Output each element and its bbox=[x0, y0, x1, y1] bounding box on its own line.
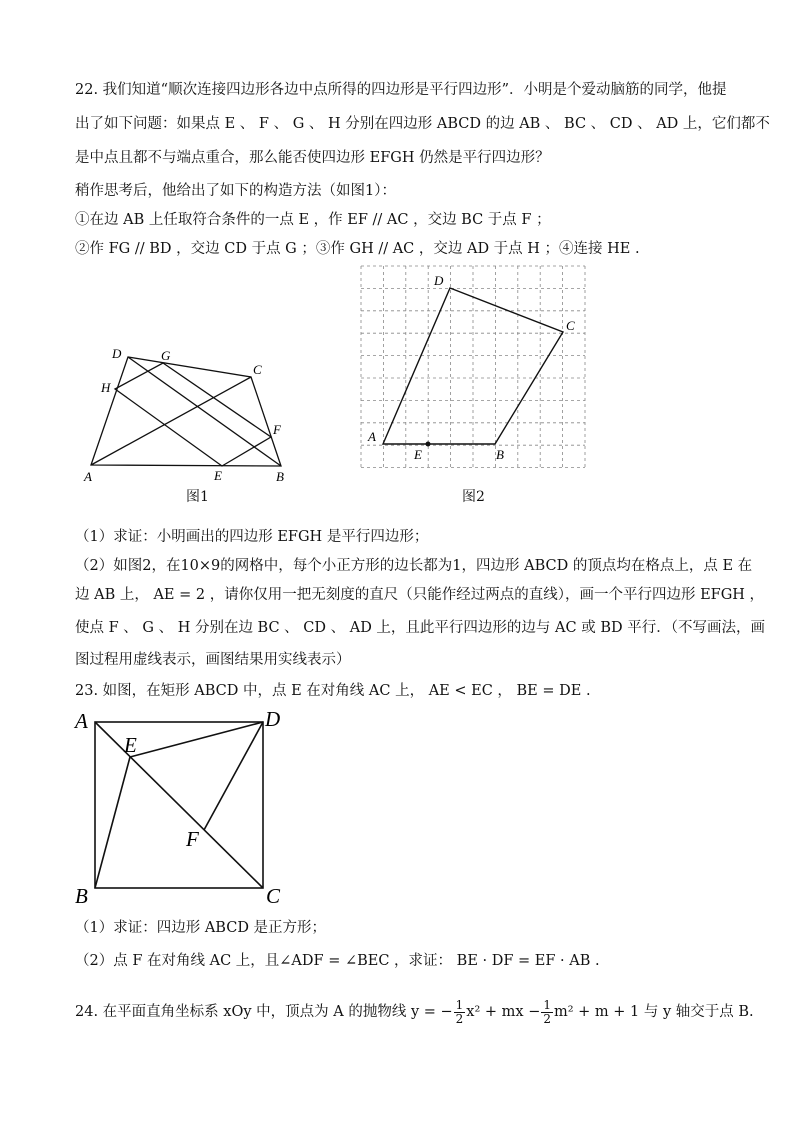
q23-line1: 23. 如图，在矩形 ABCD 中，点 E 在对角线 AC 上， AE < EC ， BE = DE . bbox=[75, 683, 591, 699]
fig2-label-a: A bbox=[368, 429, 376, 444]
fig1-label-b: B bbox=[276, 469, 284, 484]
fig1-label-d: D bbox=[112, 346, 122, 361]
fig2-caption: 图2 bbox=[462, 489, 485, 505]
fig1-label-g: G bbox=[161, 348, 171, 363]
fig1-diagonal-ac bbox=[91, 377, 251, 465]
fig1-caption: 图1 bbox=[186, 489, 209, 505]
fig1-label-f: F bbox=[273, 422, 281, 437]
q22-line3: 是中点且都不与端点重合，那么能否使四边形 EFGH 仍然是平行四边形？ bbox=[75, 150, 550, 166]
q22-line6: ②作 FG // BD ，交边 CD 于点 G ；③作 GH // AC ，交边 AD 于点 H ；④连接 HE . bbox=[75, 241, 640, 257]
q23-segment-df bbox=[204, 722, 263, 830]
q22-part2-line4: 图过程用虚线表示，画图结果用实线表示） bbox=[75, 652, 351, 668]
q24-fraction-2: $\frac{1}{2}$ bbox=[543, 997, 551, 1026]
figure-1 bbox=[75, 340, 305, 490]
fig1-label-a: A bbox=[84, 469, 92, 484]
fig1-label-e: E bbox=[214, 468, 222, 483]
q24-mid: x² + mx − bbox=[466, 1004, 541, 1020]
q22-line2: 出了如下问题：如果点 E 、 F 、 G 、 H 分别在四边形 ABCD 的边 AB 、 BC 、 CD 、 AD 上，它们都不 bbox=[75, 116, 770, 132]
fig2-quadrilateral-abcd bbox=[383, 288, 563, 444]
q23-label-b: B bbox=[75, 884, 88, 908]
q22-line5: ①在边 AB 上任取符合条件的一点 E ，作 EF // AC ，交边 BC 于点 F ； bbox=[75, 212, 551, 228]
q22-part2-line2: 边 AB 上， AE = 2 ，请你仅用一把无刻度的直尺（只能作经过两点的直线），画一个平行四边形 EFGH ， bbox=[75, 587, 765, 603]
figure-2 bbox=[355, 260, 595, 480]
q23-label-a: A bbox=[75, 709, 88, 733]
q24-prefix: 24. 在平面直角坐标系 xOy 中，顶点为 A 的抛物线 y = − bbox=[75, 1004, 453, 1020]
q23-label-e: E bbox=[124, 733, 137, 757]
q24-line1 bbox=[75, 995, 754, 1029]
figure-q23 bbox=[70, 700, 300, 910]
fig2-label-c: C bbox=[566, 318, 575, 333]
q22-line4: 稍作思考后，他给出了如下的构造方法（如图1）： bbox=[75, 183, 396, 199]
fig1-label-c: C bbox=[253, 362, 262, 377]
q23-segment-de bbox=[130, 722, 263, 757]
fig2-label-d: D bbox=[434, 273, 444, 288]
q24-fraction-1: $\frac{1}{2}$ bbox=[455, 997, 464, 1026]
q23-part1: （1）求证：四边形 ABCD 是正方形； bbox=[75, 920, 327, 936]
q22-line1: 22. 我们知道“顺次连接四边形各边中点所得的四边形是平行四边形”．小明是个爱动脑筋的同学，他提 bbox=[75, 82, 727, 98]
q23-diagonal-ac bbox=[95, 722, 263, 888]
q22-part1: （1）求证：小明画出的四边形 EFGH 是平行四边形； bbox=[75, 529, 429, 545]
q22-part2-line3: 使点 F 、 G 、 H 分别在边 BC 、 CD 、 AD 上，且此平行四边形的边与 AC 或 BD 平行．（不写画法，画 bbox=[75, 620, 765, 636]
fig2-point-e bbox=[426, 442, 431, 447]
q24-suffix: m² + m + 1 与 y 轴交于点 B. bbox=[553, 1004, 754, 1020]
fig2-label-e: E bbox=[414, 447, 422, 462]
q23-label-f: F bbox=[186, 827, 199, 851]
fig1-label-h: H bbox=[101, 380, 111, 395]
q23-part2: （2）点 F 在对角线 AC 上，且∠ADF = ∠BEC ，求证： BE · DF = EF · AB . bbox=[75, 953, 600, 969]
q23-segment-be bbox=[95, 757, 130, 888]
q23-label-d: D bbox=[265, 707, 281, 731]
fig2-label-b: B bbox=[496, 447, 504, 462]
q23-label-c: C bbox=[266, 884, 281, 908]
q22-part2-line1: （2）如图2，在10×9的网格中，每个小正方形的边长都为1，四边形 ABCD 的顶点均在格点上，点 E 在 bbox=[75, 558, 753, 574]
